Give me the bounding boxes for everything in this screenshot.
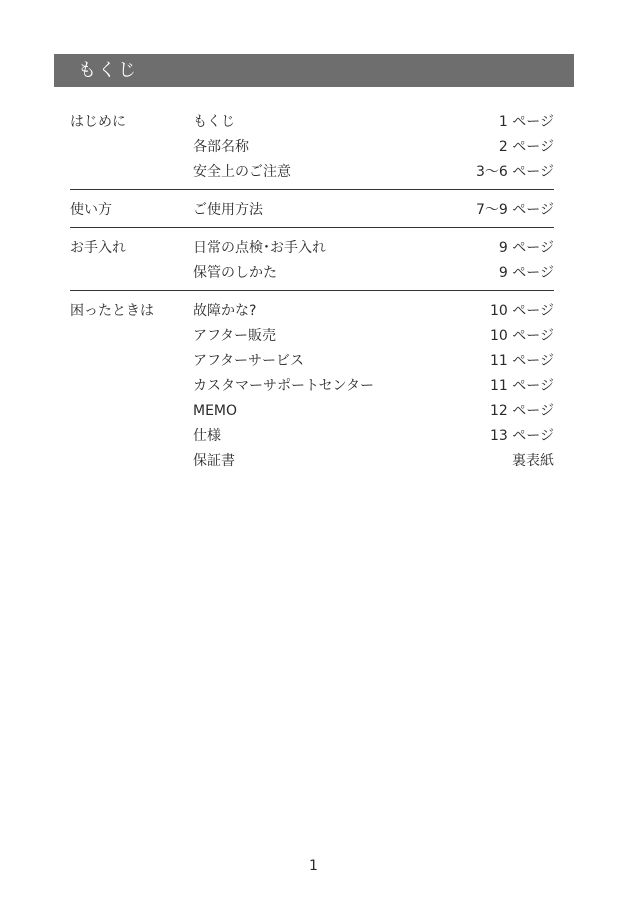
entry-page: 10 ページ: [490, 328, 554, 344]
page-number: 1: [309, 858, 318, 874]
entry-page: 9 ページ: [498, 240, 554, 256]
entry-label: 保証書: [193, 453, 235, 469]
toc-entry[interactable]: [193, 110, 554, 135]
entry-page: 11 ページ: [490, 378, 554, 394]
entry-label: 仕様: [193, 428, 221, 444]
toc-section-usage: [70, 189, 554, 227]
toc-entry[interactable]: [193, 424, 554, 449]
toc-entry[interactable]: [193, 198, 554, 223]
entry-label: ご使用方法: [193, 202, 263, 218]
entry-page: 7～9 ページ: [476, 202, 554, 218]
toc-entry[interactable]: [193, 449, 554, 474]
entry-label: 安全上のご注意: [193, 164, 291, 180]
toc-section-introduction: [70, 102, 554, 189]
table-of-contents: [70, 102, 554, 478]
toc-entry[interactable]: [193, 374, 554, 399]
toc-entry[interactable]: [193, 160, 554, 185]
entry-label: カスタマーサポートセンター: [193, 378, 375, 394]
section-name: 困ったときは: [70, 303, 154, 319]
toc-entry[interactable]: [193, 135, 554, 160]
toc-entry[interactable]: [193, 324, 554, 349]
entry-label: 各部名称: [193, 139, 249, 155]
entry-label: 日常の点検･お手入れ: [193, 240, 326, 256]
toc-entry[interactable]: [193, 236, 554, 261]
section-name: はじめに: [70, 114, 126, 130]
entry-page: 1 ページ: [498, 114, 554, 130]
entry-label: アフターサービス: [193, 353, 305, 369]
entry-label: もくじ: [193, 114, 235, 130]
entry-page: 11 ページ: [490, 353, 554, 369]
entry-label: 故障かな?: [193, 303, 257, 319]
toc-section-care: [70, 227, 554, 290]
entry-page: 13 ページ: [490, 428, 554, 444]
section-name: お手入れ: [70, 240, 126, 256]
entry-label: アフター販売: [193, 328, 277, 344]
entry-label: MEMO: [193, 403, 238, 419]
page-title: もくじ: [54, 54, 574, 87]
entry-page: 9 ページ: [498, 265, 554, 281]
entry-page: 2 ページ: [498, 139, 554, 155]
toc-section-troubleshooting: [70, 290, 554, 478]
toc-entry[interactable]: [193, 261, 554, 286]
toc-entry[interactable]: [193, 299, 554, 324]
entry-page: 10 ページ: [490, 303, 554, 319]
entry-page: 裏表紙: [512, 453, 554, 469]
toc-entry[interactable]: [193, 349, 554, 374]
section-name: 使い方: [70, 202, 112, 218]
entry-page: 12 ページ: [490, 403, 554, 419]
entry-page: 3～6 ページ: [476, 164, 554, 180]
entry-label: 保管のしかた: [193, 265, 277, 281]
toc-entry[interactable]: [193, 399, 554, 424]
